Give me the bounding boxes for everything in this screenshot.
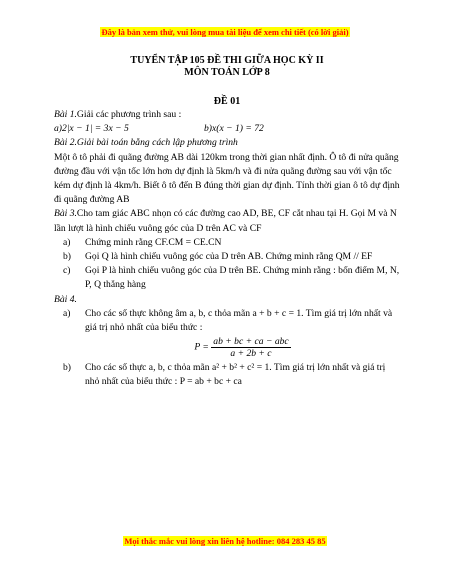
problem-1b-equation: x(x − 1) = 72: [212, 123, 264, 135]
problem-1a-label: a): [54, 123, 62, 135]
problem-3: [54, 207, 400, 292]
problem-3c-label: c): [63, 265, 71, 277]
problem-4b-text: Cho các số thực a, b, c thỏa mãn a² + b² + c² = 1. Tìm giá trị lớn nhất và giá trị nhỏ nhất của biểu thức : P = ab + bc + ca: [85, 362, 386, 388]
problem-2-heading: Bài 2.: [54, 137, 77, 149]
problem-3-intro: Cho tam giác ABC nhọn có các đường cao AD, BE, CF cắt nhau tại H. Gọi M và N lần lượt là hình chiếu vuông góc của D trên AC và CF: [54, 208, 397, 234]
problem-4a-label: a): [63, 307, 71, 319]
problem-3c-text: Gọi P là hình chiếu vuông góc của D trên BE. Chứng minh rằng : bốn điểm M, N, P, Q thẳng hàng: [85, 265, 400, 291]
formula-lhs: P =: [194, 341, 209, 353]
problem-3a-label: a): [63, 236, 71, 248]
subject-title: MÔN TOÁN LỚP 8: [184, 67, 270, 78]
problem-3-heading: Bài 3.: [54, 208, 77, 220]
problem-4a-text: Cho các số thực không âm a, b, c thỏa mãn a + b + c = 1. Tìm giá trị lớn nhất và giá trị nhỏ nhất của biểu thức :: [85, 307, 393, 334]
problem-3b-text: Gọi Q là hình chiếu vuông góc của D trên AB. Chứng minh rằng QM // EF: [85, 251, 373, 263]
problem-2-body: Một ô tô phải đi quãng đường AB dài 120km trong thời gian nhất định. Ô tô đi nửa quãng đường đầu với vận tốc lớn hơn dự định là 5km/h và đi nửa quãng đường sau với vận tốc kém dự định là 4km/h. Biết ô tô đến B đúng thời gian dự định. Tính thời gian ô tô dự định đi quãng đường AB: [54, 151, 400, 206]
problem-4: [54, 293, 400, 390]
problem-2: [54, 136, 400, 207]
formula-denominator: a + 2b + c: [230, 348, 272, 360]
problem-1-heading: Bài 1.: [54, 109, 77, 120]
preview-notice-text: Đây là bản xem thử, vui lòng mua tài liệu để xem chi tiết (có lời giải): [101, 27, 349, 37]
hotline-text: Mọi thắc mắc vui lòng xin liên hệ hotline: 084 283 45 85: [124, 536, 326, 546]
document-page: [54, 55, 400, 390]
hotline-banner: [0, 536, 450, 546]
collection-title: TUYỂN TẬP 105 ĐỀ THI GIỮA HỌC KỲ II: [130, 55, 324, 66]
problem-3b-label: b): [63, 251, 71, 263]
formula-numerator: ab + bc + ca − abc: [213, 336, 289, 348]
problem-1b-label: b): [204, 123, 212, 135]
problem-2-subtitle: Giải bài toán bằng cách lập phương trình: [76, 137, 238, 149]
problem-4a-formula: [85, 336, 400, 359]
exam-label: ĐỀ 01: [213, 96, 241, 107]
problem-1-text: Giải các phương trình sau :: [76, 109, 182, 120]
preview-notice-banner: [0, 27, 450, 37]
problem-1: [54, 108, 400, 136]
problem-1a-equation: 2|x − 1| = 3x − 5: [62, 123, 129, 135]
problem-3a-text: Chứng minh rằng CF.CM = CE.CN: [85, 236, 222, 248]
problem-4-heading: Bài 4.: [54, 293, 77, 305]
problem-4b-label: b): [63, 362, 71, 374]
